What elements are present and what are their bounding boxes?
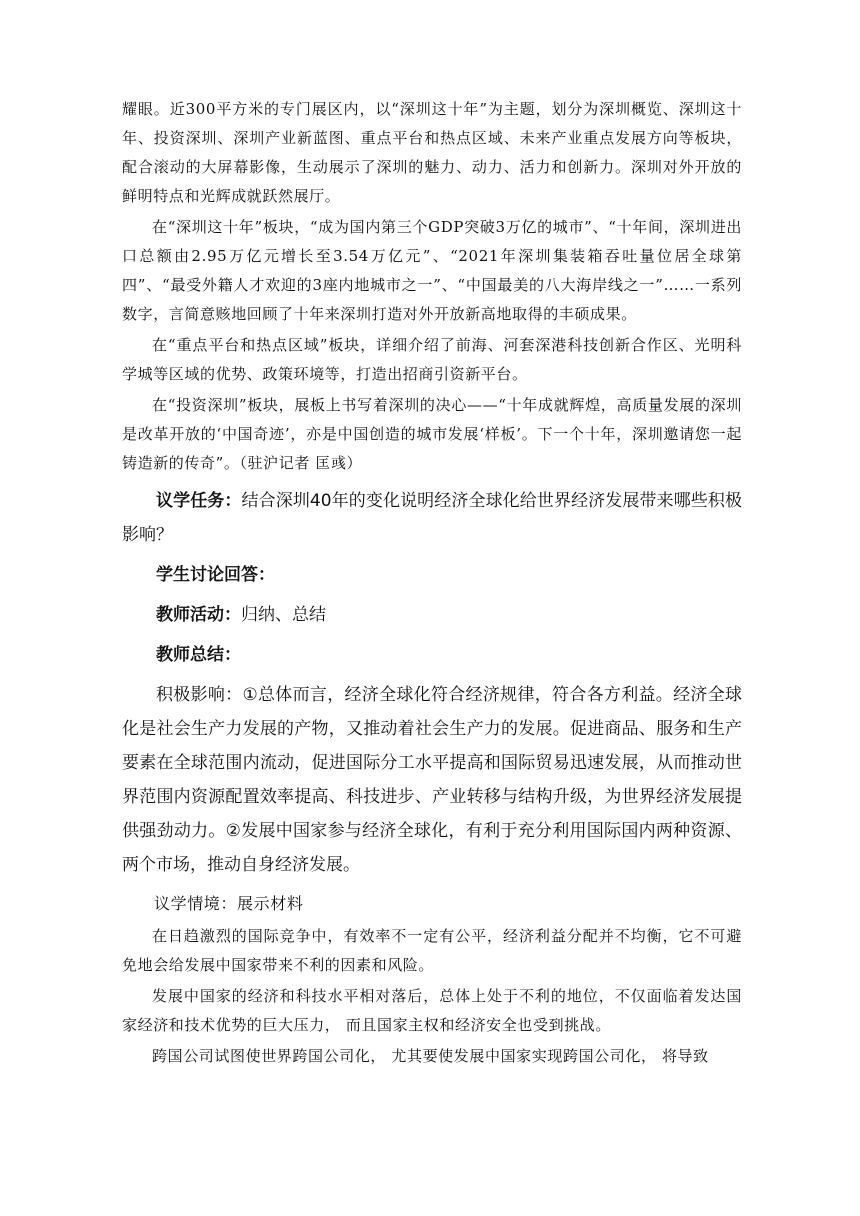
task-text: 结合深圳40年的变化说明经济全球化给世界经济发展带来哪些积极影响？: [122, 491, 742, 545]
material-3: 跨国公司试图使世界跨国公司化， 尤其要使发展中国家实现跨国公司化， 将导致: [152, 1047, 709, 1065]
teacher-summary-paragraph: [122, 638, 742, 672]
task-paragraph: [122, 484, 742, 552]
paragraph-shenzhen-decade: 在“深圳这十年”板块，“成为国内第三个GDP突破3万亿的城市”、“十年间，深圳进出口总额由2.95万亿元增长至3.54万亿元”、“2021年深圳集装箱吞吐量位居全球第四”、“最受外籍人才欢迎的3座内地城市之一”、“中国最美的八大海岸线之一”……一系列数字，言简意赅地回顾了十年来深圳打造对外开放新高地取得的丰硕成果。: [122, 218, 742, 323]
task-label: 议学任务：: [156, 491, 242, 511]
discussion-label: 学生讨论回答：: [156, 565, 275, 585]
material-2: 发展中国家的经济和科技水平相对落后，总体上处于不利的地位，不仅面临着发达国家经济和技术优势的巨大压力， 而且国家主权和经济安全也受到挑战。: [122, 987, 742, 1034]
teacher-activity-paragraph: [122, 598, 742, 632]
discussion-paragraph: [122, 558, 742, 592]
material-1: 在日趋激烈的国际竞争中，有效率不一定有公平，经济利益分配并不均衡，它不可避免地会给发展中国家带来不利的因素和风险。: [122, 927, 742, 974]
teacher-activity-text: 归纳、总结: [241, 605, 326, 625]
summary-text: 积极影响：①总体而言，经济全球化符合经济规律，符合各方利益。经济全球化是社会生产力发展的产物，又推动着社会生产力的发展。促进商品、服务和生产要素在全球范围内流动，促进国际分工水平提高和国际贸易迅速发展，从而推动世界范围内资源配置效率提高、科技进步、产业转移与结构升级，为世界经济发展提供强劲动力。②发展中国家参与经济全球化，有利于充分利用国际国内两种资源、两个市场，推动自身经济发展。: [122, 685, 742, 875]
situation-label: 议学情境：: [154, 894, 238, 913]
situation-text: 展示材料: [237, 894, 304, 913]
teacher-activity-label: 教师活动：: [156, 605, 241, 625]
paragraph-key-platforms: 在“重点平台和热点区域”板块，详细介绍了前海、河套深港科技创新合作区、光明科学城等区域的优势、政策环境等，打造出招商引资新平台。: [122, 336, 742, 383]
paragraph-exhibition-intro: 耀眼。近300平方米的专门展区内，以“深圳这十年”为主题，划分为深圳概览、深圳这十年、投资深圳、深圳产业新蓝图、重点平台和热点区域、未来产业重点发展方向等板块，配合滚动的大屏幕影像，生动展示了深圳的魅力、动力、活力和创新力。深圳对外开放的鲜明特点和光辉成就跃然展厅。: [122, 100, 742, 205]
document-body: [122, 95, 742, 1071]
teacher-summary-label: 教师总结：: [156, 645, 241, 665]
situation-paragraph: [122, 888, 742, 920]
paragraph-invest-shenzhen: 在“投资深圳”板块，展板上书写着深圳的决心——“十年成就辉煌，高质量发展的深圳是改革开放的‘中国奇迹’，亦是中国创造的城市发展‘样板’。下一个十年，深圳邀请您一起铸造新的传奇”。（驻沪记者 匡彧）: [122, 396, 742, 472]
